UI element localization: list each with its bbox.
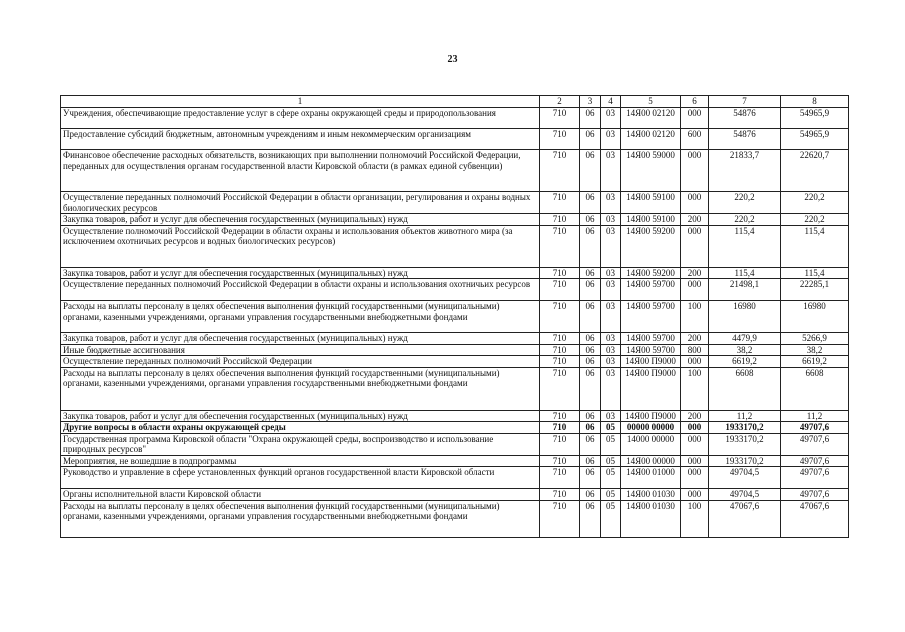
cell-item-name: Финансовое обеспечение расходных обязательств, возникающих при выполнении полномочий Российской Федерации, переданных для осуществления органам государственной власти Кировской области (в рамках единой субвенции) bbox=[61, 150, 540, 192]
cell-ministry-code: 710 bbox=[540, 225, 580, 267]
cell-item-name: Закупка товаров, работ и услуг для обеспечения государственных (муниципальных) нужд bbox=[61, 410, 540, 422]
cell-section-code: 06 bbox=[580, 455, 601, 467]
column-header-3: 3 bbox=[580, 96, 601, 108]
cell-target-article: 14Я00 00000 bbox=[621, 455, 681, 467]
cell-ministry-code: 710 bbox=[540, 467, 580, 489]
cell-amount-year-2: 54965,9 bbox=[781, 129, 849, 150]
cell-subsection-code: 05 bbox=[601, 467, 621, 489]
cell-expense-type: 200 bbox=[681, 267, 709, 279]
cell-subsection-code: 05 bbox=[601, 422, 621, 434]
cell-target-article: 14Я00 59700 bbox=[621, 333, 681, 345]
cell-expense-type: 800 bbox=[681, 344, 709, 356]
cell-expense-type: 000 bbox=[681, 356, 709, 368]
cell-target-article: 14Я00 01030 bbox=[621, 489, 681, 501]
table-row bbox=[61, 344, 849, 356]
cell-amount-year-2: 115,4 bbox=[781, 267, 849, 279]
cell-expense-type: 000 bbox=[681, 150, 709, 192]
cell-section-code: 06 bbox=[580, 150, 601, 192]
cell-target-article: 14000 00000 bbox=[621, 433, 681, 455]
cell-target-article: 14Я00 59200 bbox=[621, 225, 681, 267]
cell-amount-year-2: 49707,6 bbox=[781, 489, 849, 501]
table-row bbox=[61, 129, 849, 150]
cell-target-article: 00000 00000 bbox=[621, 422, 681, 434]
cell-expense-type: 100 bbox=[681, 301, 709, 333]
column-header-5: 5 bbox=[621, 96, 681, 108]
cell-amount-year-2: 49707,6 bbox=[781, 455, 849, 467]
cell-item-name: Закупка товаров, работ и услуг для обеспечения государственных (муниципальных) нужд bbox=[61, 267, 540, 279]
cell-expense-type: 600 bbox=[681, 129, 709, 150]
table-body bbox=[61, 108, 849, 538]
cell-ministry-code: 710 bbox=[540, 333, 580, 345]
cell-amount-year-1: 11,2 bbox=[709, 410, 781, 422]
cell-section-code: 06 bbox=[580, 225, 601, 267]
cell-ministry-code: 710 bbox=[540, 108, 580, 129]
cell-ministry-code: 710 bbox=[540, 267, 580, 279]
table-row bbox=[61, 108, 849, 129]
cell-section-code: 06 bbox=[580, 356, 601, 368]
cell-target-article: 14Я00 59700 bbox=[621, 301, 681, 333]
cell-expense-type: 100 bbox=[681, 500, 709, 537]
cell-amount-year-1: 220,2 bbox=[709, 192, 781, 214]
cell-item-name: Мероприятия, не вошедшие в подпрограммы bbox=[61, 455, 540, 467]
cell-item-name: Государственная программа Кировской области "Охрана окружающей среды, воспроизводство и использование природных ресурсов" bbox=[61, 433, 540, 455]
cell-target-article: 14Я00 59700 bbox=[621, 344, 681, 356]
cell-target-article: 14Я00 02120 bbox=[621, 108, 681, 129]
cell-expense-type: 000 bbox=[681, 489, 709, 501]
cell-item-name: Осуществление переданных полномочий Российской Федерации в области организации, регулирования и охраны водных биологических ресурсов bbox=[61, 192, 540, 214]
cell-amount-year-1: 49704,5 bbox=[709, 489, 781, 501]
cell-amount-year-1: 4479,9 bbox=[709, 333, 781, 345]
table-row bbox=[61, 267, 849, 279]
column-header-1: 1 bbox=[61, 96, 540, 108]
cell-amount-year-2: 16980 bbox=[781, 301, 849, 333]
table-row bbox=[61, 333, 849, 345]
cell-section-code: 06 bbox=[580, 301, 601, 333]
cell-section-code: 06 bbox=[580, 333, 601, 345]
cell-amount-year-1: 47067,6 bbox=[709, 500, 781, 537]
cell-subsection-code: 03 bbox=[601, 279, 621, 301]
cell-section-code: 06 bbox=[580, 267, 601, 279]
table-row bbox=[61, 356, 849, 368]
cell-section-code: 06 bbox=[580, 410, 601, 422]
cell-amount-year-1: 220,2 bbox=[709, 214, 781, 226]
cell-section-code: 06 bbox=[580, 192, 601, 214]
cell-expense-type: 000 bbox=[681, 108, 709, 129]
cell-ministry-code: 710 bbox=[540, 455, 580, 467]
cell-ministry-code: 710 bbox=[540, 129, 580, 150]
cell-subsection-code: 03 bbox=[601, 333, 621, 345]
table-row bbox=[61, 301, 849, 333]
cell-item-name: Осуществление полномочий Российской Федерации в области охраны и использования объектов животного мира (за исключением охотничьих ресурсов и водных биологических ресурсов) bbox=[61, 225, 540, 267]
cell-target-article: 14Я00 59700 bbox=[621, 279, 681, 301]
cell-ministry-code: 710 bbox=[540, 279, 580, 301]
cell-amount-year-1: 6608 bbox=[709, 367, 781, 410]
cell-item-name: Закупка товаров, работ и услуг для обеспечения государственных (муниципальных) нужд bbox=[61, 214, 540, 226]
cell-item-name: Расходы на выплаты персоналу в целях обеспечения выполнения функций государственными (муниципальными) органами, казенными учреждениями, органами управления государственными внебюджетными фондами bbox=[61, 500, 540, 537]
cell-amount-year-1: 1933170,2 bbox=[709, 455, 781, 467]
cell-subsection-code: 03 bbox=[601, 301, 621, 333]
cell-amount-year-1: 1933170,2 bbox=[709, 422, 781, 434]
cell-section-code: 06 bbox=[580, 279, 601, 301]
cell-amount-year-1: 54876 bbox=[709, 129, 781, 150]
cell-item-name: Органы исполнительной власти Кировской области bbox=[61, 489, 540, 501]
cell-subsection-code: 03 bbox=[601, 356, 621, 368]
cell-section-code: 06 bbox=[580, 500, 601, 537]
cell-subsection-code: 05 bbox=[601, 455, 621, 467]
cell-expense-type: 000 bbox=[681, 455, 709, 467]
table-row bbox=[61, 500, 849, 537]
cell-expense-type: 100 bbox=[681, 367, 709, 410]
cell-section-code: 06 bbox=[580, 467, 601, 489]
cell-target-article: 14Я00 П9000 bbox=[621, 356, 681, 368]
cell-target-article: 14Я00 59100 bbox=[621, 192, 681, 214]
page-number: 23 bbox=[447, 54, 458, 65]
cell-item-name: Учреждения, обеспечивающие предоставление услуг в сфере охраны окружающей среды и природопользования bbox=[61, 108, 540, 129]
cell-expense-type: 000 bbox=[681, 422, 709, 434]
cell-expense-type: 000 bbox=[681, 192, 709, 214]
cell-amount-year-1: 115,4 bbox=[709, 225, 781, 267]
table-row bbox=[61, 150, 849, 192]
cell-subsection-code: 05 bbox=[601, 500, 621, 537]
cell-item-name: Расходы на выплаты персоналу в целях обеспечения выполнения функций государственными (муниципальными) органами, казенными учреждениями, органами управления государственными внебюджетными фондами bbox=[61, 301, 540, 333]
cell-item-name: Осуществление переданных полномочий Российской Федерации в области охраны и использования охотничьих ресурсов bbox=[61, 279, 540, 301]
cell-target-article: 14Я00 59100 bbox=[621, 214, 681, 226]
cell-ministry-code: 710 bbox=[540, 344, 580, 356]
cell-section-code: 06 bbox=[580, 433, 601, 455]
column-header-7: 7 bbox=[709, 96, 781, 108]
cell-item-name: Закупка товаров, работ и услуг для обеспечения государственных (муниципальных) нужд bbox=[61, 333, 540, 345]
cell-amount-year-1: 38,2 bbox=[709, 344, 781, 356]
budget-table bbox=[60, 95, 849, 538]
cell-subsection-code: 05 bbox=[601, 489, 621, 501]
cell-amount-year-2: 22620,7 bbox=[781, 150, 849, 192]
cell-target-article: 14Я00 02120 bbox=[621, 129, 681, 150]
column-header-8: 8 bbox=[781, 96, 849, 108]
cell-ministry-code: 710 bbox=[540, 422, 580, 434]
cell-item-name: Иные бюджетные ассигнования bbox=[61, 344, 540, 356]
cell-subsection-code: 03 bbox=[601, 129, 621, 150]
cell-ministry-code: 710 bbox=[540, 356, 580, 368]
cell-ministry-code: 710 bbox=[540, 500, 580, 537]
cell-item-name: Предоставление субсидий бюджетным, автономным учреждениям и иным некоммерческим организациям bbox=[61, 129, 540, 150]
cell-subsection-code: 03 bbox=[601, 108, 621, 129]
table-row bbox=[61, 367, 849, 410]
cell-item-name: Расходы на выплаты персоналу в целях обеспечения выполнения функций государственными (муниципальными) органами, казенными учреждениями, органами управления государственными внебюджетными фондами bbox=[61, 367, 540, 410]
cell-amount-year-1: 49704,5 bbox=[709, 467, 781, 489]
cell-amount-year-2: 11,2 bbox=[781, 410, 849, 422]
cell-expense-type: 000 bbox=[681, 279, 709, 301]
cell-amount-year-2: 6619,2 bbox=[781, 356, 849, 368]
cell-expense-type: 000 bbox=[681, 225, 709, 267]
cell-expense-type: 000 bbox=[681, 433, 709, 455]
cell-subsection-code: 03 bbox=[601, 410, 621, 422]
cell-amount-year-1: 6619,2 bbox=[709, 356, 781, 368]
cell-target-article: 14Я00 59200 bbox=[621, 267, 681, 279]
cell-item-name: Другие вопросы в области охраны окружающей среды bbox=[61, 422, 540, 434]
cell-amount-year-2: 47067,6 bbox=[781, 500, 849, 537]
cell-subsection-code: 03 bbox=[601, 150, 621, 192]
cell-ministry-code: 710 bbox=[540, 214, 580, 226]
cell-amount-year-2: 220,2 bbox=[781, 214, 849, 226]
cell-subsection-code: 05 bbox=[601, 433, 621, 455]
cell-expense-type: 200 bbox=[681, 214, 709, 226]
cell-amount-year-2: 220,2 bbox=[781, 192, 849, 214]
table-row bbox=[61, 433, 849, 455]
cell-amount-year-1: 21833,7 bbox=[709, 150, 781, 192]
table-row bbox=[61, 410, 849, 422]
column-header-4: 4 bbox=[601, 96, 621, 108]
table-row bbox=[61, 192, 849, 214]
cell-ministry-code: 710 bbox=[540, 410, 580, 422]
cell-ministry-code: 710 bbox=[540, 433, 580, 455]
cell-subsection-code: 03 bbox=[601, 344, 621, 356]
table-row bbox=[61, 279, 849, 301]
cell-expense-type: 000 bbox=[681, 467, 709, 489]
cell-expense-type: 200 bbox=[681, 333, 709, 345]
cell-amount-year-2: 54965,9 bbox=[781, 108, 849, 129]
table-row bbox=[61, 214, 849, 226]
cell-amount-year-1: 16980 bbox=[709, 301, 781, 333]
cell-amount-year-2: 115,4 bbox=[781, 225, 849, 267]
cell-section-code: 06 bbox=[580, 129, 601, 150]
header-row bbox=[61, 96, 849, 108]
cell-amount-year-2: 38,2 bbox=[781, 344, 849, 356]
cell-section-code: 06 bbox=[580, 422, 601, 434]
cell-amount-year-2: 49707,6 bbox=[781, 422, 849, 434]
cell-subsection-code: 03 bbox=[601, 267, 621, 279]
table-row bbox=[61, 489, 849, 501]
cell-section-code: 06 bbox=[580, 367, 601, 410]
cell-item-name: Руководство и управление в сфере установленных функций органов государственной власти Кировской области bbox=[61, 467, 540, 489]
cell-target-article: 14Я00 П9000 bbox=[621, 410, 681, 422]
cell-section-code: 06 bbox=[580, 214, 601, 226]
table-row bbox=[61, 455, 849, 467]
cell-amount-year-2: 22285,1 bbox=[781, 279, 849, 301]
cell-target-article: 14Я00 01030 bbox=[621, 500, 681, 537]
cell-ministry-code: 710 bbox=[540, 301, 580, 333]
cell-amount-year-2: 6608 bbox=[781, 367, 849, 410]
cell-section-code: 06 bbox=[580, 108, 601, 129]
cell-amount-year-2: 49707,6 bbox=[781, 433, 849, 455]
cell-section-code: 06 bbox=[580, 489, 601, 501]
cell-amount-year-2: 49707,6 bbox=[781, 467, 849, 489]
cell-amount-year-2: 5266,9 bbox=[781, 333, 849, 345]
cell-subsection-code: 03 bbox=[601, 214, 621, 226]
column-header-2: 2 bbox=[540, 96, 580, 108]
cell-ministry-code: 710 bbox=[540, 150, 580, 192]
cell-ministry-code: 710 bbox=[540, 367, 580, 410]
cell-target-article: 14Я00 П9000 bbox=[621, 367, 681, 410]
cell-amount-year-1: 54876 bbox=[709, 108, 781, 129]
cell-amount-year-1: 1933170,2 bbox=[709, 433, 781, 455]
cell-subsection-code: 03 bbox=[601, 225, 621, 267]
cell-amount-year-1: 115,4 bbox=[709, 267, 781, 279]
cell-expense-type: 200 bbox=[681, 410, 709, 422]
cell-ministry-code: 710 bbox=[540, 489, 580, 501]
table-row bbox=[61, 422, 849, 434]
cell-target-article: 14Я00 01000 bbox=[621, 467, 681, 489]
column-header-6: 6 bbox=[681, 96, 709, 108]
cell-subsection-code: 03 bbox=[601, 192, 621, 214]
cell-section-code: 06 bbox=[580, 344, 601, 356]
cell-ministry-code: 710 bbox=[540, 192, 580, 214]
table-row bbox=[61, 467, 849, 489]
table-row bbox=[61, 225, 849, 267]
cell-target-article: 14Я00 59000 bbox=[621, 150, 681, 192]
cell-item-name: Осуществление переданных полномочий Российской Федерации bbox=[61, 356, 540, 368]
cell-amount-year-1: 21498,1 bbox=[709, 279, 781, 301]
cell-subsection-code: 03 bbox=[601, 367, 621, 410]
